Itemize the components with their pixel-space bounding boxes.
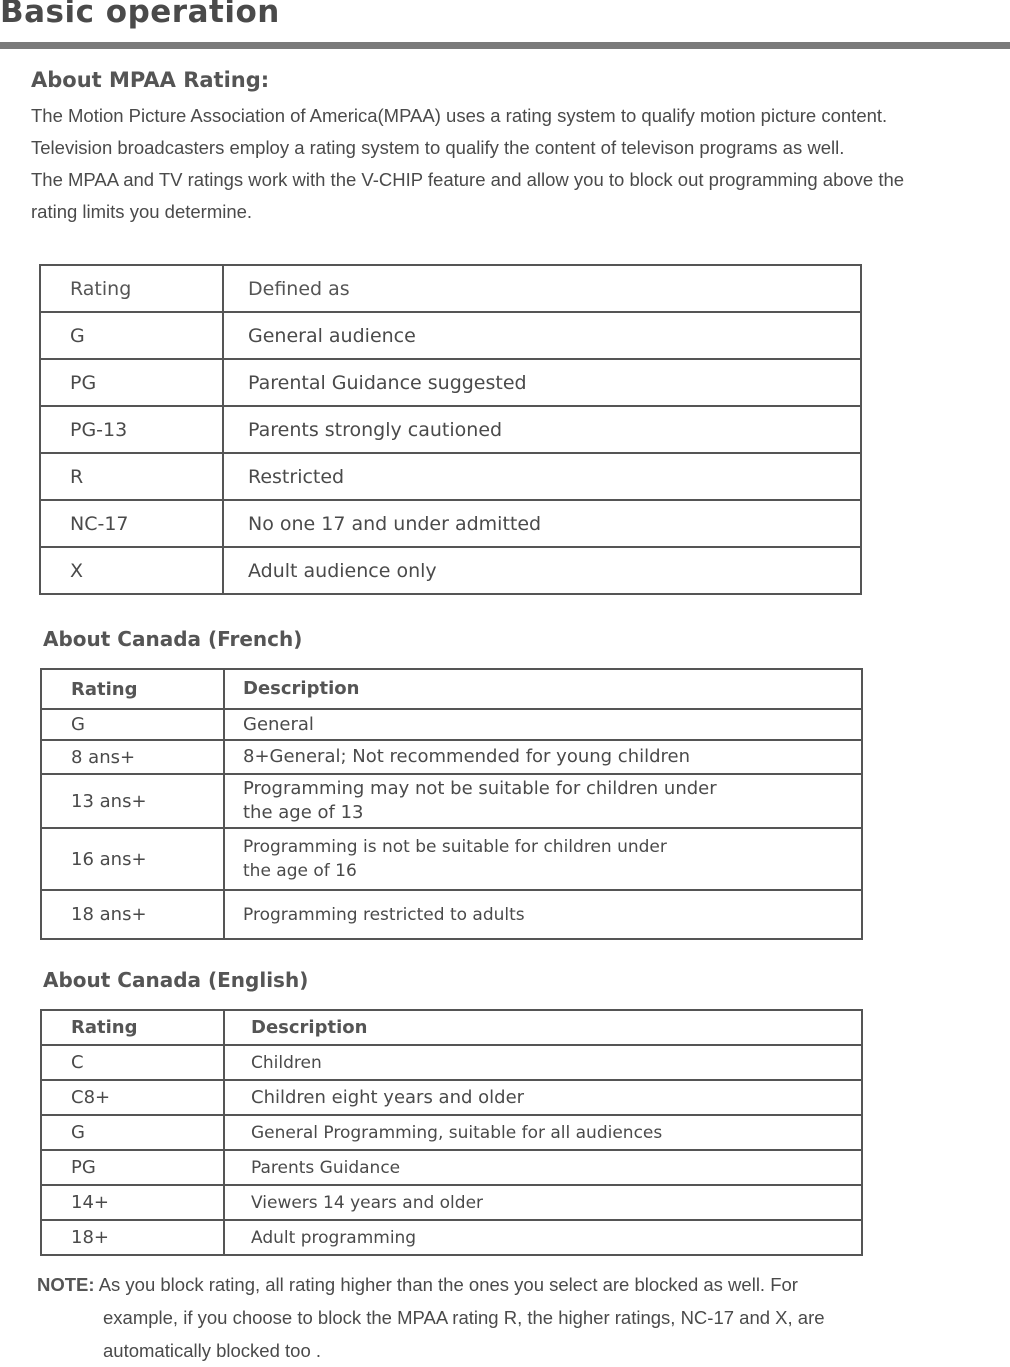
column-header-rating: Rating (41, 1010, 224, 1045)
column-header-rating: Rating (41, 669, 224, 709)
description-line: Programming is not be suitable for children under (243, 837, 667, 857)
table-row (41, 828, 862, 890)
definition-cell: Restricted (223, 453, 861, 500)
note-line: example, if you choose to block the MPAA rating R, the higher ratings, NC-17 and X, are (103, 1307, 825, 1328)
table-row (41, 774, 862, 828)
rating-cell: PG (40, 359, 223, 406)
rating-cell: 13 ans+ (41, 774, 224, 828)
note-block (37, 1268, 997, 1367)
description-cell: Viewers 14 years and older (224, 1185, 862, 1220)
page-title: Basic operation (0, 0, 280, 30)
note-label: NOTE: (37, 1274, 95, 1295)
table-row (40, 406, 861, 453)
mpaa-intro (31, 100, 1006, 228)
rating-cell: G (40, 312, 223, 359)
definition-cell: No one 17 and under admitted (223, 500, 861, 547)
canada-english-heading: About Canada (English) (43, 968, 309, 992)
canada-french-rating-table (40, 668, 863, 940)
rating-cell: PG-13 (40, 406, 223, 453)
canada-english-rating-table (40, 1009, 863, 1256)
table-row (40, 500, 861, 547)
column-header-description: Description (224, 1010, 862, 1045)
description-cell: Adult programming (224, 1220, 862, 1255)
table-row (41, 709, 862, 740)
table-row (41, 1115, 862, 1150)
rating-cell: 8 ans+ (41, 740, 224, 774)
description-cell: 8+General; Not recommended for young children (224, 740, 862, 774)
table-header-row (40, 265, 861, 312)
description-cell: Programming restricted to adults (224, 890, 862, 939)
rating-cell: 18+ (41, 1220, 224, 1255)
note-text: As you block rating, all rating higher than the ones you select are blocked as well. For (98, 1274, 798, 1295)
description-cell (224, 828, 862, 890)
title-divider (0, 42, 1010, 49)
table-row (40, 312, 861, 359)
rating-cell: G (41, 709, 224, 740)
table-row (41, 1150, 862, 1185)
canada-french-heading: About Canada (French) (43, 627, 303, 651)
rating-cell: C (41, 1045, 224, 1080)
note-line: automatically blocked too . (103, 1340, 322, 1361)
description-cell: Children (224, 1045, 862, 1080)
table-row (41, 1220, 862, 1255)
intro-line: The Motion Picture Association of America(MPAA) uses a rating system to qualify motion picture content. (31, 105, 888, 126)
description-cell: General Programming, suitable for all audiences (224, 1115, 862, 1150)
table-header-row (41, 1010, 862, 1045)
definition-cell: General audience (223, 312, 861, 359)
rating-cell: NC-17 (40, 500, 223, 547)
rating-cell: PG (41, 1150, 224, 1185)
description-cell: Parents Guidance (224, 1150, 862, 1185)
table-row (40, 547, 861, 594)
rating-cell: 14+ (41, 1185, 224, 1220)
description-line: the age of 13 (243, 802, 364, 823)
table-row (41, 740, 862, 774)
rating-cell: 18 ans+ (41, 890, 224, 939)
rating-cell: 16 ans+ (41, 828, 224, 890)
column-header-rating: Rating (40, 265, 223, 312)
table-row (41, 1080, 862, 1115)
description-line: the age of 16 (243, 861, 357, 881)
definition-cell: Parents strongly cautioned (223, 406, 861, 453)
column-header-description: Description (224, 669, 862, 709)
intro-line: rating limits you determine. (31, 201, 253, 222)
column-header-defined-as: Defined as (223, 265, 861, 312)
mpaa-heading: About MPAA Rating: (31, 68, 270, 92)
table-row (41, 890, 862, 939)
rating-cell: G (41, 1115, 224, 1150)
rating-cell: C8+ (41, 1080, 224, 1115)
rating-cell: X (40, 547, 223, 594)
intro-line: Television broadcasters employ a rating system to qualify the content of televison programs as well. (31, 137, 845, 158)
definition-cell: Adult audience only (223, 547, 861, 594)
table-header-row (41, 669, 862, 709)
table-row (41, 1045, 862, 1080)
description-cell: Children eight years and older (224, 1080, 862, 1115)
mpaa-rating-table (39, 264, 862, 595)
table-row (41, 1185, 862, 1220)
table-row (40, 359, 861, 406)
description-line: Programming may not be suitable for children under (243, 778, 717, 799)
rating-cell: R (40, 453, 223, 500)
intro-line: The MPAA and TV ratings work with the V-CHIP feature and allow you to block out programming above the (31, 169, 905, 190)
table-row (40, 453, 861, 500)
definition-cell: Parental Guidance suggested (223, 359, 861, 406)
description-cell (224, 774, 862, 828)
note-line (37, 1268, 997, 1301)
description-cell: General (224, 709, 862, 740)
